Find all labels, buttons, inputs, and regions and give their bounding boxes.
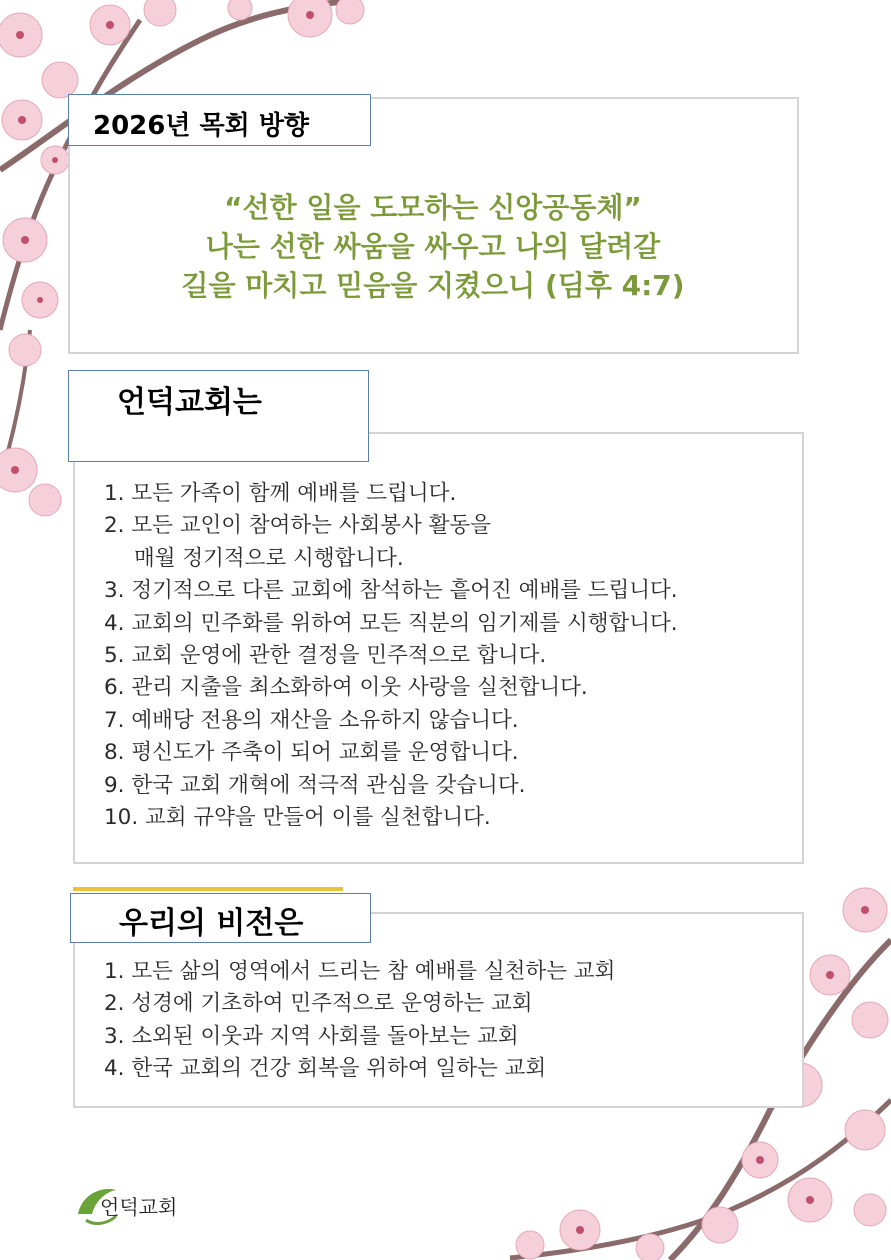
- church-logo: [72, 1180, 190, 1234]
- list-item: 2. 성경에 기초하여 민주적으로 운영하는 교회: [104, 991, 533, 1017]
- list-item: 10. 교회 규약을 만들어 이를 실천합니다.: [104, 805, 491, 831]
- church-principles-list: [104, 478, 678, 834]
- direction-heading: 2026년 목회 방향: [68, 94, 371, 146]
- list-item: 4. 한국 교회의 건강 회복을 위하여 일하는 교회: [104, 1056, 547, 1082]
- verse-line-2: 나는 선한 싸움을 싸우고 나의 달려갈: [205, 230, 661, 263]
- list-item: 9. 한국 교회 개혁에 적극적 관심을 갖습니다.: [104, 772, 526, 798]
- church-logo-text: 언덕교회: [100, 1195, 178, 1219]
- vision-heading: 우리의 비전은: [70, 893, 371, 943]
- list-item: 1. 모든 가족이 함께 예배를 드립니다.: [104, 481, 457, 506]
- list-item: 2. 모든 교인이 참여하는 사회봉사 활동을: [104, 513, 491, 539]
- list-item: 4. 교회의 민주화를 위하여 모든 직분의 임기제를 시행합니다.: [104, 610, 678, 636]
- accent-bar: [73, 887, 343, 891]
- list-item: 7. 예배당 전용의 재산을 소유하지 않습니다.: [104, 707, 519, 733]
- list-item: 3. 정기적으로 다른 교회에 참석하는 흩어진 예배를 드립니다.: [104, 578, 678, 604]
- list-item: 3. 소외된 이웃과 지역 사회를 돌아보는 교회: [104, 1023, 519, 1049]
- list-item: 1. 모든 삶의 영역에서 드리는 참 예배를 실천하는 교회: [104, 959, 616, 984]
- church-heading: 언덕교회는: [68, 370, 369, 462]
- list-item: 매월 정기적으로 시행합니다.: [134, 545, 404, 571]
- list-item: 8. 평신도가 주축이 되어 교회를 운영합니다.: [104, 740, 519, 766]
- vision-list: [104, 956, 615, 1086]
- list-item: 6. 관리 지출을 최소화하여 이웃 사랑을 실천합니다.: [104, 675, 588, 701]
- verse-line-1: “선한 일을 도모하는 신앙공동체”: [224, 191, 642, 224]
- verse-line-3: 길을 마치고 믿음을 지켰으니 (딤후 4:7): [181, 269, 685, 302]
- list-item: 5. 교회 운영에 관한 결정을 민주적으로 합니다.: [104, 643, 547, 669]
